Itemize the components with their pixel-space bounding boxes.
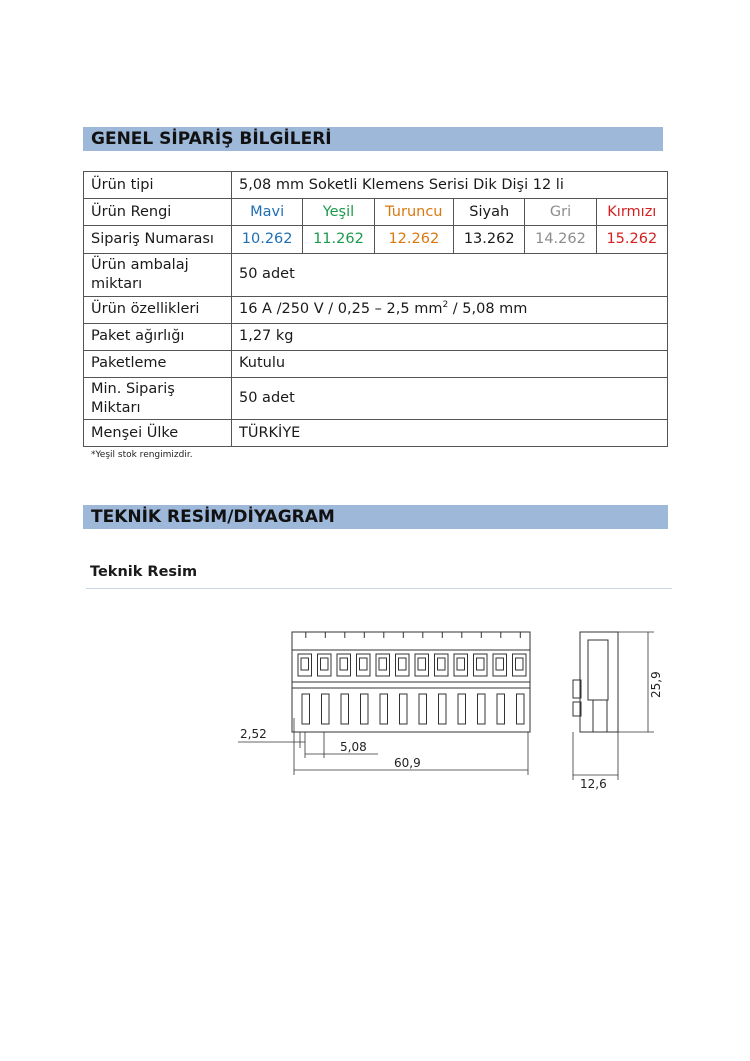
table-row [84, 296, 668, 323]
features-label: Ürün özellikleri [84, 296, 232, 323]
footnote: *Yeşil stok rengimizdir. [91, 450, 193, 460]
table-row [84, 172, 668, 199]
pole-screw [340, 658, 348, 670]
pole-slot [302, 694, 310, 724]
pole-opening [337, 654, 351, 676]
features-text: 16 A /250 V / 0,25 – 2,5 mm [239, 301, 443, 318]
origin-label: Menşei Ülke [84, 420, 232, 447]
order-code-cell: 14.262 [525, 226, 596, 254]
pole-opening [435, 654, 449, 676]
dim-pitch-half: 2,52 [240, 727, 267, 741]
pole-slot [497, 694, 505, 724]
side-view [573, 632, 618, 732]
color-name-cell: Mavi [232, 199, 303, 226]
superscript: 2 [442, 300, 449, 311]
product-color-label: Ürün Rengi [84, 199, 232, 226]
color-name-cell: Gri [525, 199, 596, 226]
pole-opening [474, 654, 488, 676]
color-name-cell: Siyah [454, 199, 525, 226]
features-value [232, 296, 668, 323]
min-order-label [84, 377, 232, 420]
pole-screw [399, 658, 407, 670]
pole-slot [322, 694, 330, 724]
dim-depth: 12,6 [580, 777, 607, 790]
pole-screw [379, 658, 387, 670]
pole-slot [380, 694, 388, 724]
technical-subtitle: Teknik Resim [90, 564, 198, 580]
color-name-cell: Yeşil [303, 199, 374, 226]
pole-slot [419, 694, 427, 724]
origin-value: TÜRKİYE [232, 420, 668, 447]
pole-screw [321, 658, 329, 670]
table-row [84, 199, 668, 226]
label-line: Miktarı [91, 399, 141, 416]
color-name-cell: Turuncu [374, 199, 453, 226]
pole-opening [298, 654, 312, 676]
pole-screw [457, 658, 465, 670]
pole-slot [478, 694, 486, 724]
product-type-value: 5,08 mm Soketli Klemens Serisi Dik Dişi 12 li [232, 172, 668, 199]
table-row [84, 323, 668, 350]
side-body [580, 632, 618, 732]
dim-height: 25,9 [649, 671, 663, 698]
pole-opening [376, 654, 390, 676]
package-weight-value: 1,27 kg [232, 323, 668, 350]
pole-screw [438, 658, 446, 670]
label-line: Ürün ambalaj [91, 257, 189, 273]
pole-opening [357, 654, 371, 676]
pole-slot [361, 694, 369, 724]
front-view [292, 632, 530, 732]
pole-opening [415, 654, 429, 676]
package-weight-label: Paket ağırlığı [84, 323, 232, 350]
side-socket [588, 640, 608, 700]
pole-slot [517, 694, 525, 724]
technical-section-title: TEKNİK RESİM/DİYAGRAM [83, 505, 668, 529]
technical-drawing [228, 620, 668, 790]
pole-screw [418, 658, 426, 670]
color-name-cell: Kırmızı [596, 199, 667, 226]
spec-table [83, 171, 668, 447]
label-line: Min. Sipariş [91, 380, 175, 397]
pole-opening [493, 654, 507, 676]
order-code-cell: 13.262 [454, 226, 525, 254]
product-type-label: Ürün tipi [84, 172, 232, 199]
order-info-section-title: GENEL SİPARİŞ BİLGİLERİ [83, 127, 663, 151]
divider [86, 588, 672, 589]
table-row [84, 226, 668, 254]
packaging-value: Kutulu [232, 350, 668, 377]
pole-screw [516, 658, 524, 670]
features-text: / 5,08 mm [448, 301, 528, 318]
dim-length: 60,9 [394, 756, 421, 770]
table-row [84, 377, 668, 420]
pole-screw [360, 658, 368, 670]
side-pin [593, 700, 607, 732]
pole-screw [496, 658, 504, 670]
poles [298, 632, 526, 724]
order-code-cell: 12.262 [374, 226, 453, 254]
table-row [84, 420, 668, 447]
pole-opening [513, 654, 527, 676]
pole-slot [439, 694, 447, 724]
pole-opening [454, 654, 468, 676]
min-order-value: 50 adet [232, 377, 668, 420]
order-number-label: Sipariş Numarası [84, 226, 232, 254]
pole-screw [477, 658, 485, 670]
table-row [84, 350, 668, 377]
table-row [84, 254, 668, 297]
packaging-qty-label [84, 254, 232, 297]
order-code-cell: 15.262 [596, 226, 667, 254]
pole-opening [318, 654, 332, 676]
pole-screw [301, 658, 309, 670]
packaging-label: Paketleme [84, 350, 232, 377]
pole-slot [341, 694, 349, 724]
order-code-cell: 11.262 [303, 226, 374, 254]
pole-slot [458, 694, 466, 724]
order-code-cell: 10.262 [232, 226, 303, 254]
pole-opening [396, 654, 410, 676]
label-line: miktarı [91, 275, 143, 292]
pole-slot [400, 694, 408, 724]
dim-pitch: 5,08 [340, 740, 367, 754]
packaging-qty-value: 50 adet [232, 254, 668, 297]
